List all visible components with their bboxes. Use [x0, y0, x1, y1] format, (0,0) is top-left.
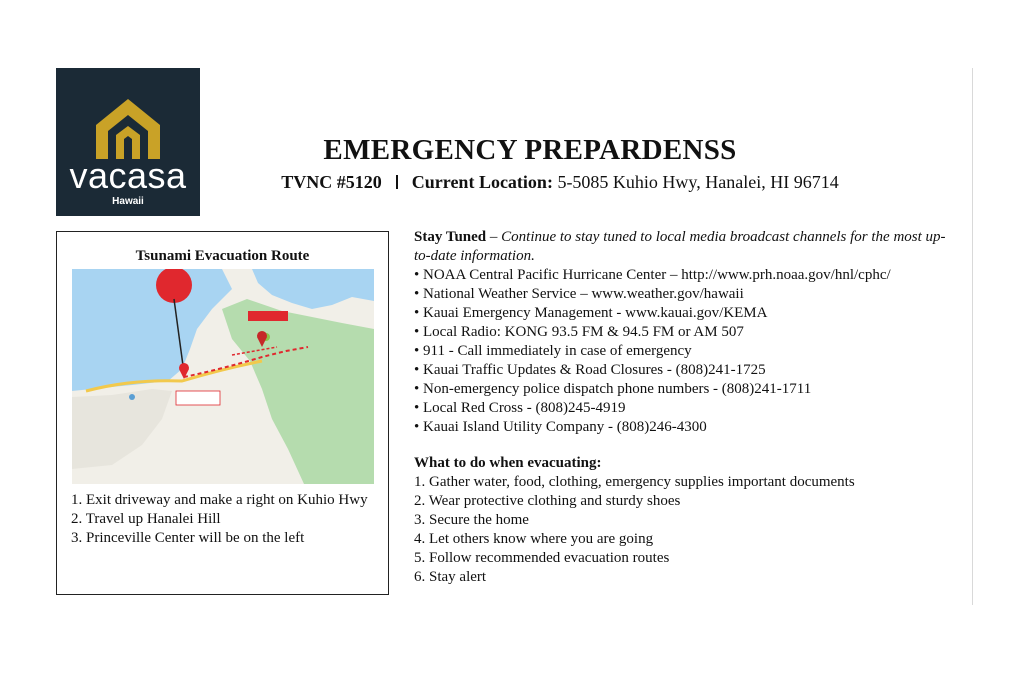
evacuation-step: 3. Princeville Center will be on the left	[71, 530, 305, 546]
evacuating-step: 3. Secure the home	[414, 512, 529, 528]
separator	[396, 175, 398, 189]
house-logo-icon	[92, 95, 164, 159]
resource-item: • National Weather Service – www.weather.gov/hawaii	[414, 286, 744, 302]
resource-item: • Non-emergency police dispatch phone numbers - (808)241-1711	[414, 381, 812, 397]
location-label: Current Location:	[411, 172, 553, 192]
evacuation-step: 2. Travel up Hanalei Hill	[71, 511, 221, 527]
resource-item: • Kauai Emergency Management - www.kauai.gov/KEMA	[414, 305, 768, 321]
resource-item: • NOAA Central Pacific Hurricane Center – http://www.prh.noaa.gov/hnl/cphc/	[414, 267, 891, 283]
vacasa-logo	[56, 68, 200, 216]
tvnc-number: TVNC #5120	[281, 172, 382, 192]
resource-item: • Kauai Island Utility Company - (808)246-4300	[414, 419, 707, 435]
resource-item: • Kauai Traffic Updates & Road Closures - (808)241-1725	[414, 362, 766, 378]
page-divider	[972, 68, 973, 605]
evacuating-title: What to do when evacuating:	[414, 455, 602, 471]
evacuating-step: 2. Wear protective clothing and sturdy shoes	[414, 493, 681, 509]
location-value: 5-5085 Kuhio Hwy, Hanalei, HI 96714	[557, 172, 839, 192]
logo-region-text: Hawaii	[112, 196, 144, 207]
evacuating-step: 1. Gather water, food, clothing, emergency supplies important documents	[414, 474, 855, 490]
logo-brand-text: vacasa	[69, 155, 187, 196]
page-title: EMERGENCY PREPARDENSS	[323, 134, 737, 166]
resource-item: • Local Radio: KONG 93.5 FM & 94.5 FM or AM 507	[414, 324, 744, 340]
evacuation-route-map	[72, 269, 374, 484]
property-info-line	[200, 170, 920, 194]
stay-tuned-dash: –	[486, 229, 502, 245]
evacuation-step: 1. Exit driveway and make a right on Kuhio Hwy	[71, 492, 368, 508]
evacuation-route-title: Tsunami Evacuation Route	[135, 248, 310, 264]
evacuating-step: 5. Follow recommended evacuation routes	[414, 550, 670, 566]
evacuation-route-panel	[56, 231, 389, 595]
stay-tuned-text: Continue to stay tuned to local media broadcast channels for the most up-to-date information.	[414, 229, 946, 264]
information-column	[414, 228, 959, 587]
stay-tuned-intro	[414, 228, 959, 266]
evacuating-step: 4. Let others know where you are going	[414, 531, 654, 547]
stay-tuned-label: Stay Tuned	[414, 229, 487, 245]
resource-item: • Local Red Cross - (808)245-4919	[414, 400, 626, 416]
evacuation-steps	[71, 491, 368, 548]
evacuating-step: 6. Stay alert	[414, 569, 487, 585]
resource-item: • 911 - Call immediately in case of emergency	[414, 343, 692, 359]
